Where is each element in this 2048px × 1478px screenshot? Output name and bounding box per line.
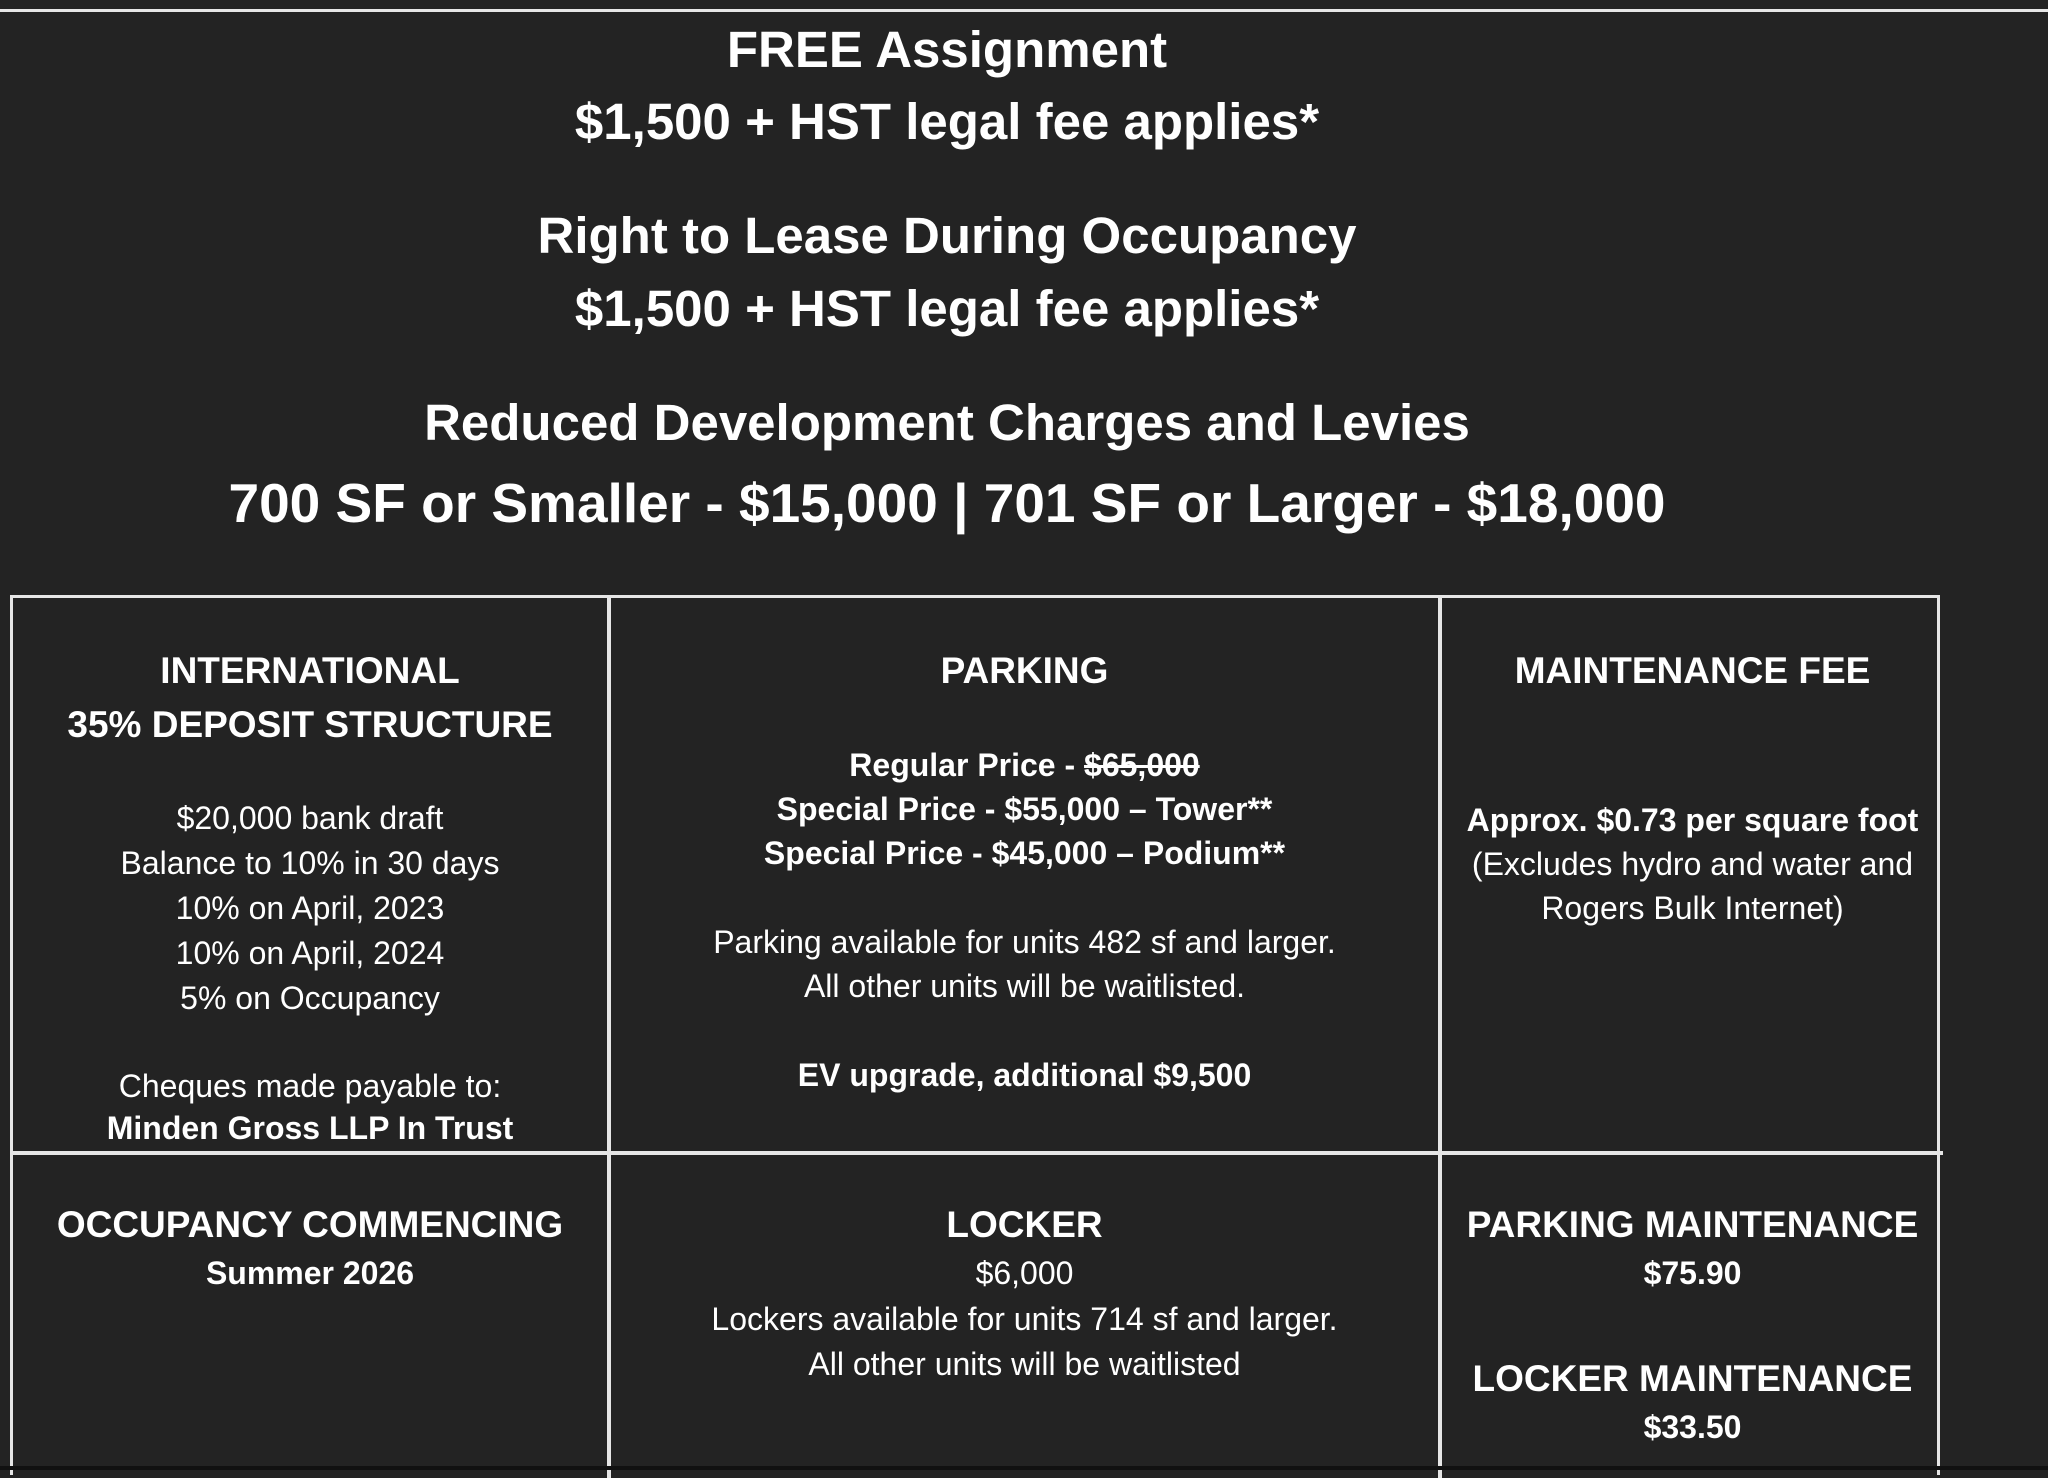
assignment-fee-text: $1,500 + HST legal fee applies* xyxy=(574,93,1320,150)
special-price-podium: Special Price - $45,000 – Podium** xyxy=(763,835,1286,871)
ev-upgrade: EV upgrade, additional $9,500 xyxy=(797,1057,1252,1093)
deposit-item: 10% on April, 2024 xyxy=(175,935,445,971)
deposit-title-line1: INTERNATIONAL xyxy=(160,650,460,691)
parking-waitlist: All other units will be waitlisted. xyxy=(803,968,1246,1004)
locker-title: LOCKER xyxy=(946,1204,1103,1245)
parking-maintenance-title: PARKING MAINTENANCE xyxy=(1466,1204,1919,1245)
locker-cell xyxy=(611,1155,1438,1478)
payee-name: Minden Gross LLP In Trust xyxy=(106,1110,514,1146)
maintenance-extras-cell xyxy=(1442,1155,1943,1478)
deposit-item: 5% on Occupancy xyxy=(180,980,440,1016)
maintenance-fee-cell xyxy=(1442,598,1943,1151)
development-charges-text: 700 SF or Smaller - $15,000 | 701 SF or Larger - $18,000 xyxy=(228,472,1666,534)
top-rule xyxy=(0,9,2048,12)
bottom-edge xyxy=(0,1466,2048,1470)
regular-price-label: Regular Price - xyxy=(849,747,1085,783)
maintenance-excludes-line1: (Excludes hydro and water and xyxy=(1471,846,1914,882)
regular-price-line xyxy=(611,749,1438,781)
deposit-item: $20,000 bank draft xyxy=(176,800,444,836)
regular-price-value: $65,000 xyxy=(1084,747,1200,783)
free-assignment-heading: FREE Assignment xyxy=(726,21,1168,78)
locker-price: $6,000 xyxy=(975,1255,1074,1291)
info-grid xyxy=(10,595,1940,1475)
special-price-tower: Special Price - $55,000 – Tower** xyxy=(776,791,1273,827)
locker-availability: Lockers available for units 714 sf and larger. xyxy=(711,1301,1338,1337)
occupancy-date: Summer 2026 xyxy=(205,1255,415,1291)
cheques-label: Cheques made payable to: xyxy=(118,1068,502,1104)
occupancy-cell xyxy=(13,1155,607,1478)
maintenance-excludes-line2: Rogers Bulk Internet) xyxy=(1541,890,1844,926)
lease-fee-text: $1,500 + HST legal fee applies* xyxy=(574,280,1320,337)
locker-waitlist: All other units will be waitlisted xyxy=(808,1346,1241,1382)
parking-title: PARKING xyxy=(940,650,1109,691)
development-charges-heading: Reduced Development Charges and Levies xyxy=(424,394,1470,451)
locker-maintenance-price: $33.50 xyxy=(1643,1409,1742,1445)
deposit-structure-cell xyxy=(13,598,607,1151)
right-to-lease-heading: Right to Lease During Occupancy xyxy=(537,207,1357,264)
maintenance-rate: Approx. $0.73 per square foot xyxy=(1466,802,1919,838)
parking-cell xyxy=(611,598,1438,1151)
deposit-item: 10% on April, 2023 xyxy=(175,890,445,926)
parking-maintenance-price: $75.90 xyxy=(1643,1255,1742,1291)
occupancy-title: OCCUPANCY COMMENCING xyxy=(56,1204,564,1245)
locker-maintenance-title: LOCKER MAINTENANCE xyxy=(1472,1358,1913,1399)
parking-availability: Parking available for units 482 sf and larger. xyxy=(713,924,1336,960)
deposit-title-line2: 35% DEPOSIT STRUCTURE xyxy=(67,704,553,745)
deposit-item: Balance to 10% in 30 days xyxy=(120,845,500,881)
maintenance-fee-title: MAINTENANCE FEE xyxy=(1514,650,1871,691)
